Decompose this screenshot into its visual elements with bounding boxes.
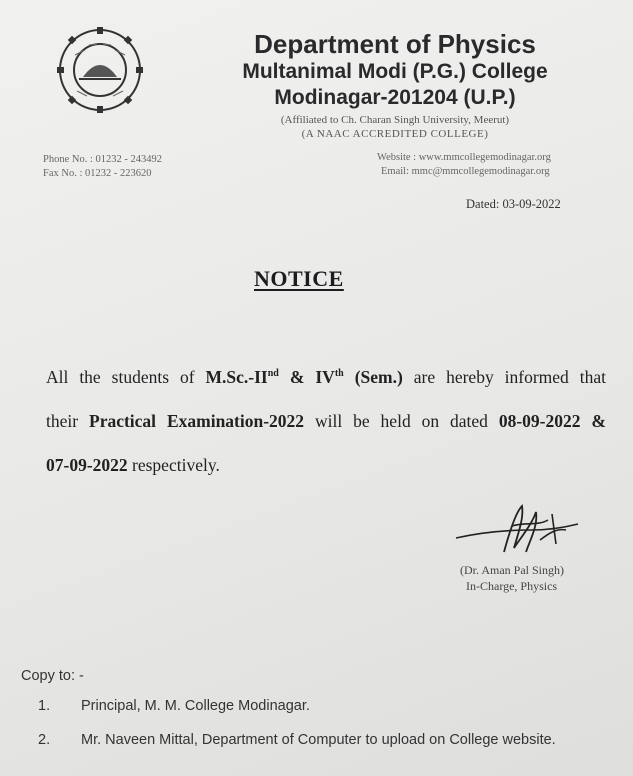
body-text: will be held on dated: [304, 411, 499, 431]
email-text: Email: mmc@mmcollegemodinagar.org: [381, 166, 550, 177]
notice-date: Dated: 03-09-2022: [466, 197, 561, 211]
college-name: Multanimal Modi (P.G.) College: [242, 60, 548, 83]
list-item-text: Principal, M. M. College Modinagar.: [81, 698, 310, 714]
accreditation-text: (A NAAC ACCREDITED COLLEGE): [301, 128, 489, 140]
notice-body-line-1: [46, 367, 606, 388]
fax-number: Fax No. : 01232 - 223620: [43, 168, 152, 179]
notice-body-line-3: [46, 455, 220, 476]
body-text: are hereby informed that: [402, 367, 607, 387]
college-location: Modinagar-201204 (U.P.): [274, 86, 516, 109]
body-text: All the students of: [46, 367, 206, 387]
exam-name: Practical Examination-2022: [89, 411, 305, 431]
exam-date-1: 08-09-2022 &: [498, 411, 606, 431]
notice-title: NOTICE: [254, 266, 344, 291]
notice-body-line-2: [46, 411, 606, 432]
body-text: respectively.: [127, 455, 220, 475]
phone-number: Phone No. : 01232 - 243492: [43, 154, 162, 165]
signatory-name: (Dr. Aman Pal Singh): [460, 563, 564, 577]
department-name: Department of Physics: [254, 29, 536, 59]
course-name: M.Sc.-IInd & IVth (Sem.): [205, 367, 403, 387]
copy-to-label: Copy to: -: [21, 668, 84, 684]
body-text: their: [46, 411, 89, 431]
list-item-text: Mr. Naveen Mittal, Department of Computer to upload on College website.: [81, 732, 556, 748]
list-item-number: 1.: [38, 698, 51, 714]
website-text: Website : www.mmcollegemodinagar.org: [377, 152, 551, 163]
affiliation-text: (Affiliated to Ch. Charan Singh University, Meerut): [280, 114, 510, 126]
exam-date-2: 07-09-2022: [46, 455, 128, 475]
handwritten-signature: [452, 500, 582, 560]
college-seal-logo: [55, 25, 145, 115]
signatory-role: In-Charge, Physics: [466, 579, 558, 593]
list-item-number: 2.: [38, 732, 51, 748]
